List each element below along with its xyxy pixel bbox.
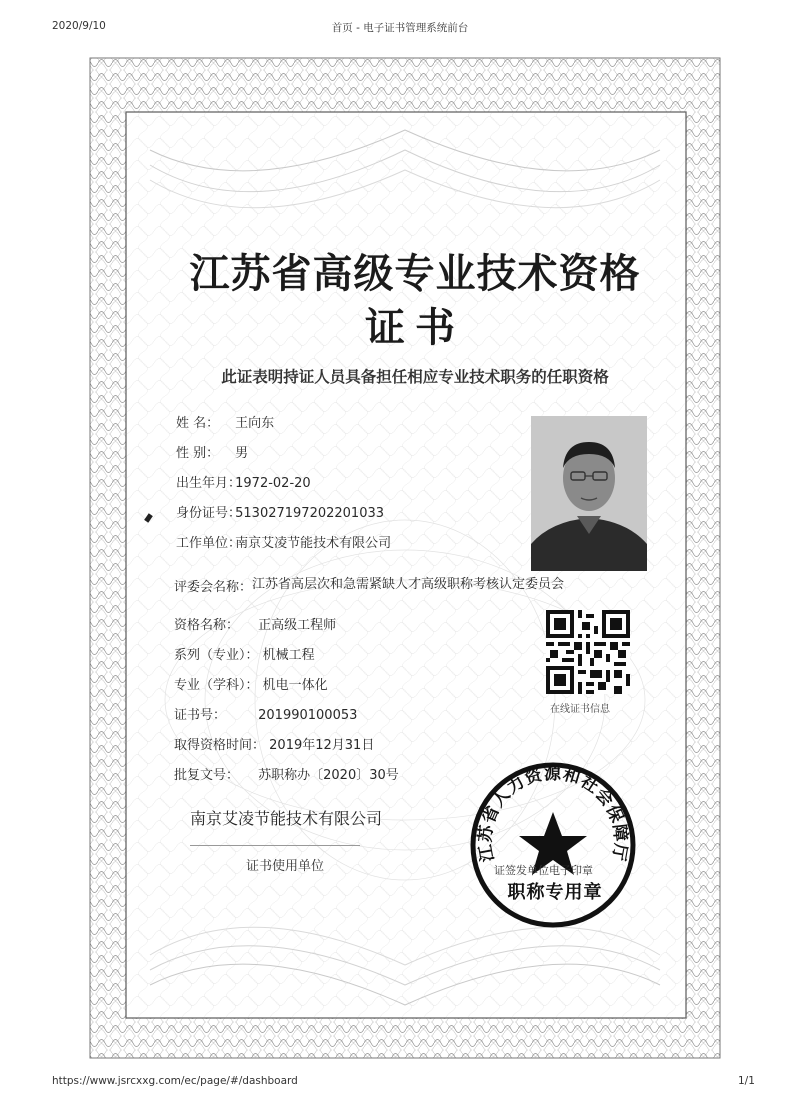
field-label: 姓 名： <box>176 416 220 431</box>
field-value: 机电一体化 <box>262 678 328 693</box>
holder-photo <box>531 416 647 571</box>
field-label: 评委会名称： <box>174 580 253 595</box>
field-approval-no <box>174 764 399 783</box>
seal-ring-text: 江苏省人力资源和社会保障厅 <box>475 763 631 864</box>
certificate-subtitle: 证书 <box>365 304 465 351</box>
field-committee <box>174 576 582 595</box>
field-value: 2019年12月31日 <box>269 738 375 753</box>
field-value: 王向东 <box>235 416 275 431</box>
field-work-unit <box>176 532 391 551</box>
field-label: 专业（学科）： <box>174 678 259 693</box>
field-id-number <box>176 502 384 521</box>
field-series <box>174 644 315 663</box>
print-page-number: 1/1 <box>738 1075 755 1087</box>
using-unit-caption: 证书使用单位 <box>246 859 325 874</box>
certificate-statement: 此证表明持证人员具备担任相应专业技术职务的任职资格 <box>221 367 609 386</box>
field-cert-no <box>174 704 357 723</box>
field-label: 工作单位： <box>176 536 242 551</box>
field-qualification <box>174 614 336 633</box>
field-value: 男 <box>235 446 249 461</box>
field-value: 201990100053 <box>258 708 358 723</box>
field-name <box>176 412 274 431</box>
field-value: 513027197202201033 <box>235 506 385 521</box>
field-birth <box>176 472 311 491</box>
field-label: 性 别： <box>176 446 220 461</box>
qr-code[interactable] <box>546 610 630 694</box>
print-url: https://www.jsrcxxg.com/ec/page/#/dashboard <box>52 1075 298 1087</box>
field-value: 机械工程 <box>262 648 315 663</box>
using-unit-name: 南京艾凌节能技术有限公司 <box>190 809 383 828</box>
print-date: 2020/9/10 <box>52 20 106 32</box>
qr-code-icon <box>546 610 630 694</box>
field-label: 出生年月： <box>176 476 242 491</box>
field-value: 江苏省高层次和急需紧缺人才高级职称考核认定委员会 <box>252 577 565 592</box>
field-label: 取得资格时间： <box>174 738 266 753</box>
field-value: 1972-02-20 <box>235 476 311 491</box>
field-value: 正高级工程师 <box>258 618 337 633</box>
field-label: 批复文号： <box>174 768 240 783</box>
field-label: 资格名称： <box>174 618 240 633</box>
certificate-title: 江苏省高级专业技术资格 <box>189 250 641 297</box>
field-value: 南京艾凌节能技术有限公司 <box>235 536 392 551</box>
official-seal <box>468 760 638 930</box>
field-label: 身份证号： <box>176 506 242 521</box>
print-page-title: 首页 - 电子证书管理系统前台 <box>331 22 469 34</box>
field-value: 苏职称办〔2020〕30号 <box>258 768 399 783</box>
seal-bottom-text: 职称专用章 <box>507 882 603 903</box>
qr-caption: 在线证书信息 <box>550 704 610 715</box>
field-obtain-time <box>174 734 374 753</box>
seal-note: 证签发单位电子印章 <box>494 864 593 877</box>
field-label: 系列（专业）： <box>174 648 259 663</box>
field-major <box>174 674 328 693</box>
field-label: 证书号： <box>174 708 227 723</box>
signature-line <box>190 845 360 846</box>
field-gender <box>176 442 248 461</box>
